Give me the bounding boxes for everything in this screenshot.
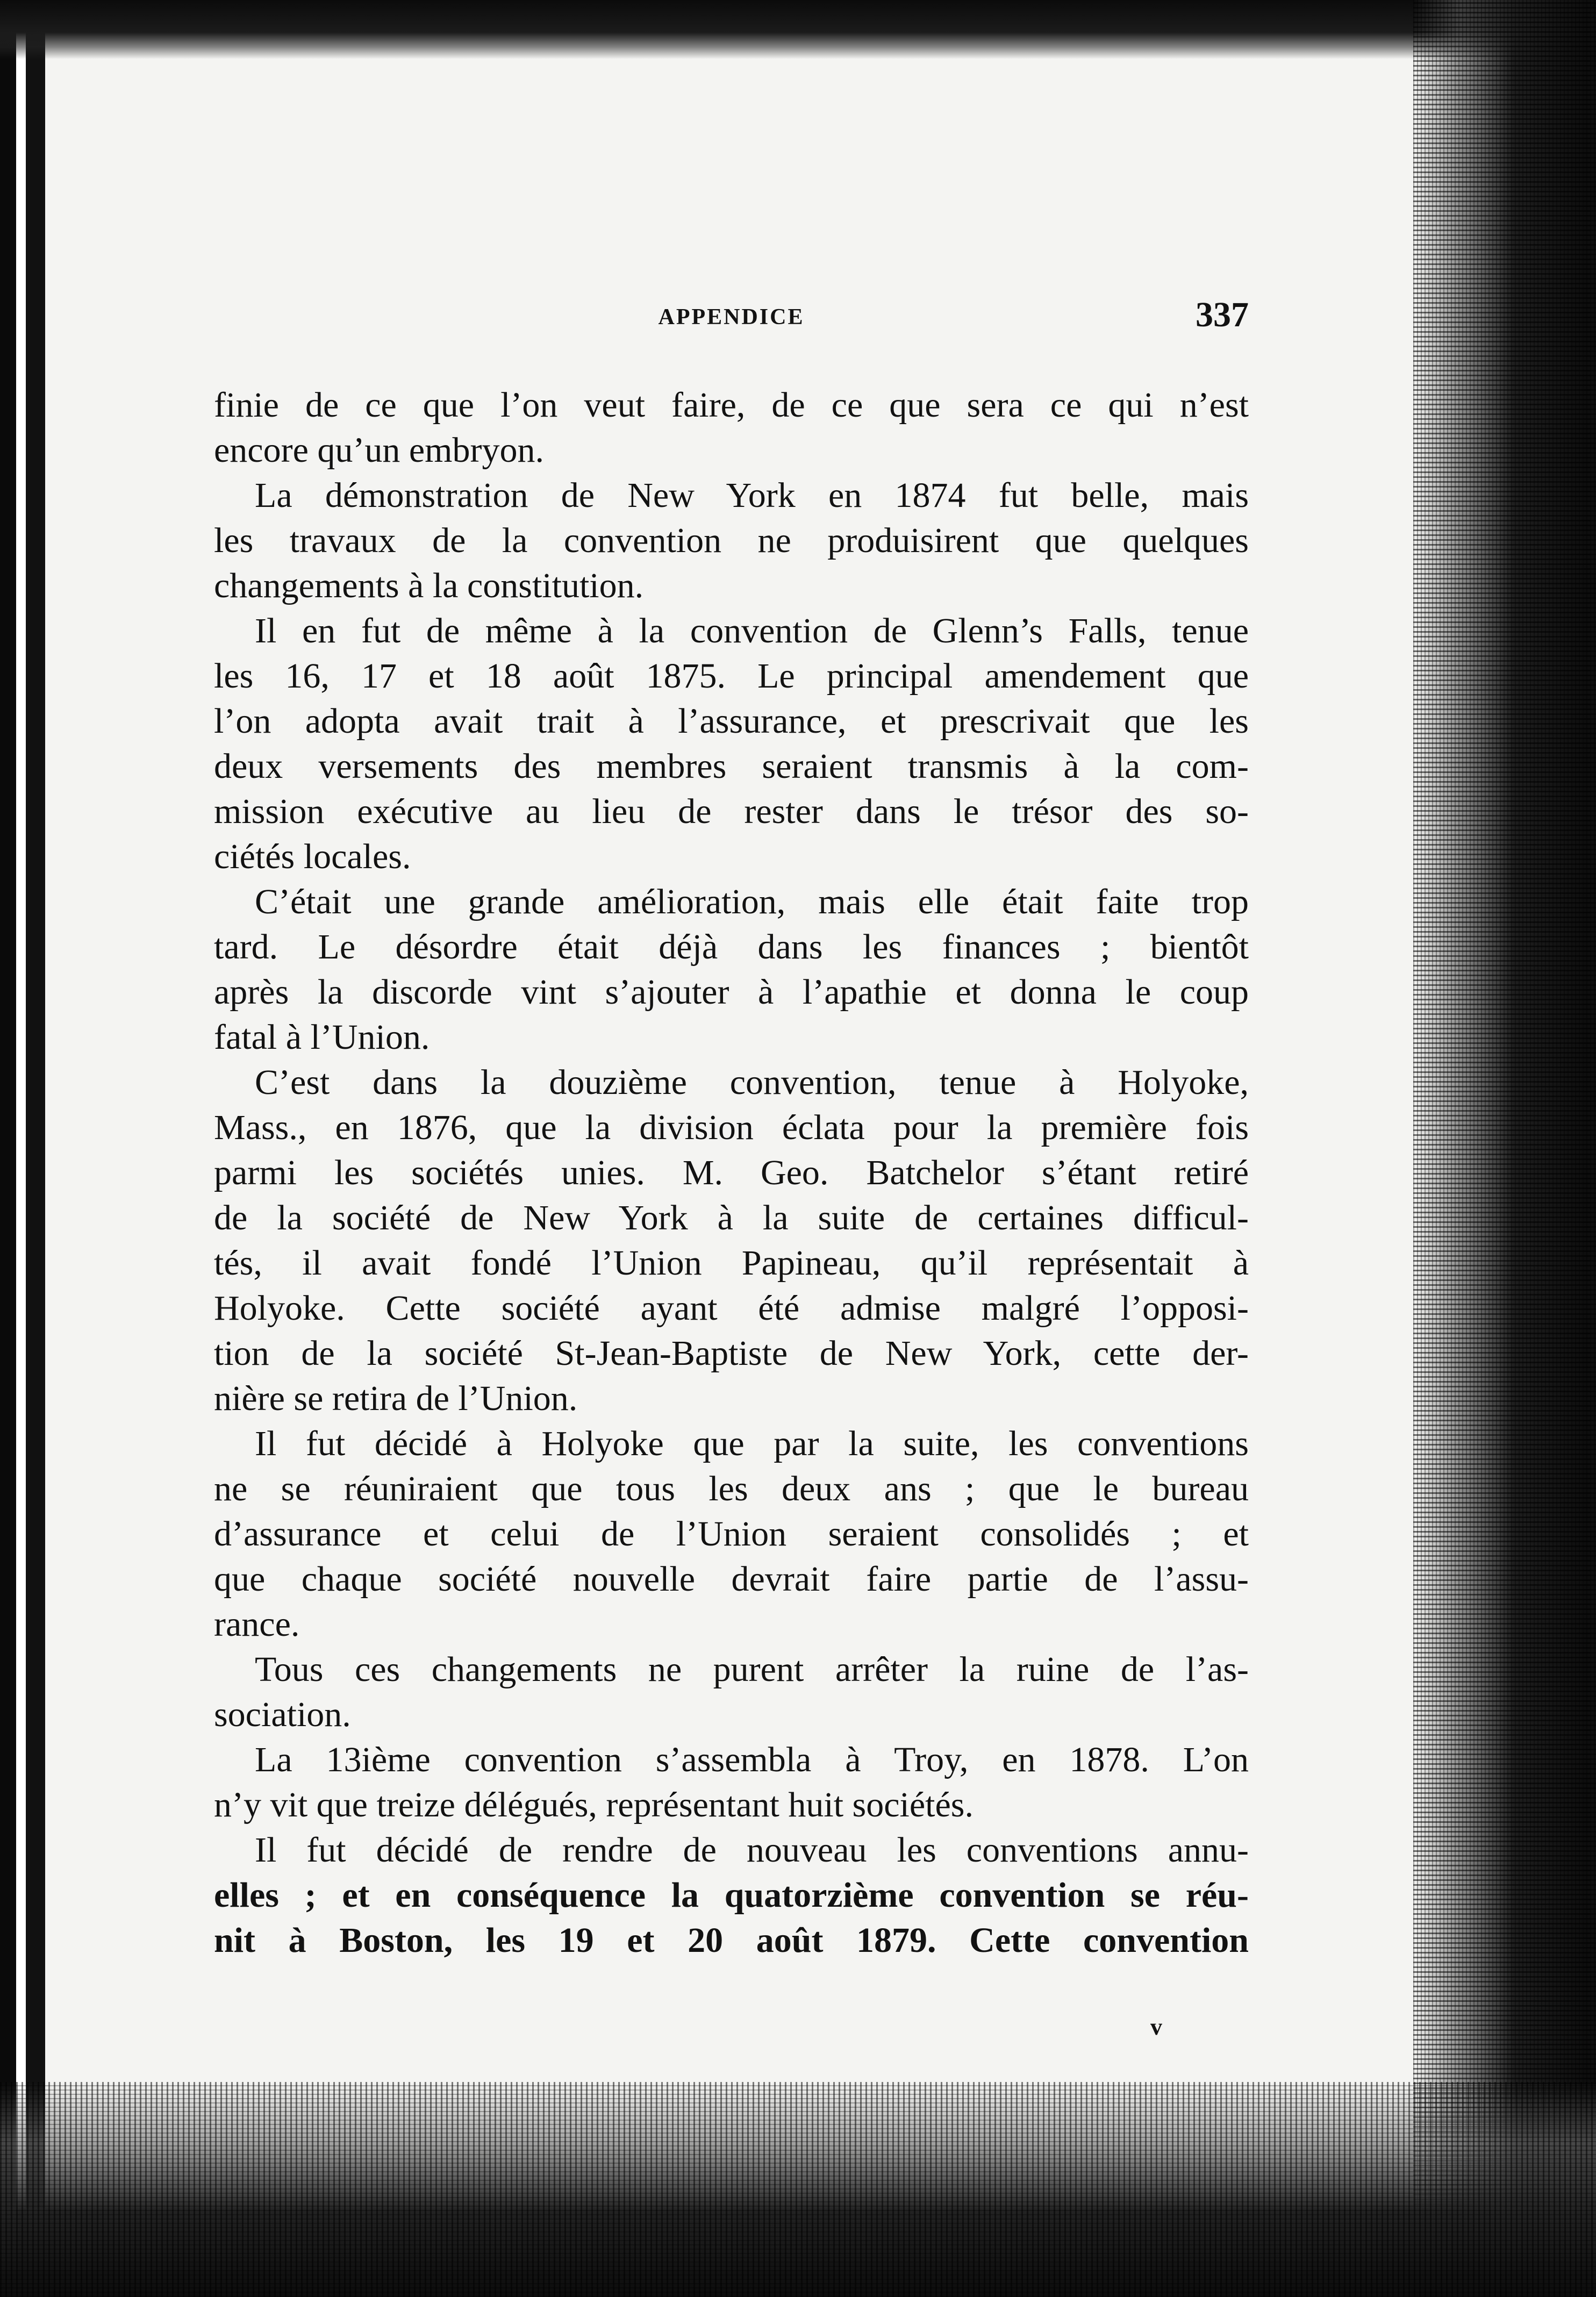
- scan-border-top: [0, 0, 1596, 59]
- text-line: nière se retira de l’Union.: [214, 1379, 578, 1418]
- text-line: changements à la constitution.: [214, 566, 644, 605]
- text-line: l’on adopta avait trait à l’assurance, et prescrivait que les: [214, 702, 1249, 741]
- text-line: les 16, 17 et 18 août 1875. Le principal amendement que: [214, 656, 1249, 696]
- signature-mark: v: [1150, 2014, 1162, 2040]
- scan-border-right: [1413, 0, 1596, 2297]
- text-line: finie de ce que l’on veut faire, de ce que sera ce qui n’est: [214, 385, 1249, 425]
- paragraph: [214, 1060, 1249, 1421]
- text-line: La 13ième convention s’assembla à Troy, en 1878. L’on: [255, 1740, 1249, 1779]
- text-line: La démonstration de New York en 1874 fut belle, mais: [255, 476, 1249, 515]
- text-line: fatal à l’Union.: [214, 1018, 430, 1057]
- text-line: après la discorde vint s’ajouter à l’apathie et donna le coup: [214, 972, 1249, 1012]
- scan-border-left-gap: [16, 0, 26, 2297]
- text-line: tion de la société St-Jean-Baptiste de New York, cette der-: [214, 1334, 1249, 1373]
- text-line: rance.: [214, 1605, 300, 1644]
- paragraph: [214, 1421, 1249, 1647]
- text-line: encore qu’un embryon.: [214, 431, 544, 470]
- text-line: C’était une grande amélioration, mais elle était faite trop: [255, 882, 1249, 921]
- paragraph: [214, 383, 1249, 473]
- page-header: [214, 295, 1249, 338]
- page-number: 337: [1196, 295, 1249, 334]
- text-line: mission exécutive au lieu de rester dans le trésor des so-: [214, 792, 1249, 831]
- scan-border-left: [0, 0, 16, 2297]
- text-line: ciétés locales.: [214, 837, 411, 876]
- paragraph: [214, 879, 1249, 1060]
- text-line: d’assurance et celui de l’Union seraient consolidés ; et: [214, 1514, 1249, 1554]
- text-line: Il fut décidé à Holyoke que par la suite, les conventions: [255, 1424, 1249, 1463]
- scan-border-left-band: [26, 0, 45, 2297]
- text-line: tard. Le désordre était déjà dans les finances ; bientôt: [214, 927, 1249, 967]
- text-line: n’y vit que treize délégués, représentant huit sociétés.: [214, 1785, 974, 1824]
- text-line: elles ; et en conséquence la quatorzième convention se réu-: [214, 1876, 1249, 1915]
- text-line: les travaux de la convention ne produisirent que quelques: [214, 521, 1249, 560]
- text-line: tés, il avait fondé l’Union Papineau, qu’il représentait à: [214, 1243, 1249, 1283]
- text-line: que chaque société nouvelle devrait faire partie de l’assu-: [214, 1559, 1249, 1599]
- text-line: Il fut décidé de rendre de nouveau les conventions annu-: [255, 1830, 1249, 1870]
- text-line: de la société de New York à la suite de certaines difficul-: [214, 1198, 1249, 1237]
- text-line: Tous ces changements ne purent arrêter la ruine de l’as-: [255, 1650, 1249, 1689]
- scan-border-bottom: [0, 2082, 1596, 2297]
- text-line: Holyoke. Cette société ayant été admise malgré l’opposi-: [214, 1289, 1249, 1328]
- paragraph: [214, 1737, 1249, 1828]
- text-line: nit à Boston, les 19 et 20 août 1879. Cette convention: [214, 1921, 1249, 1960]
- paragraph: [214, 609, 1249, 879]
- text-line: C’est dans la douzième convention, tenue à Holyoke,: [255, 1063, 1249, 1102]
- paragraph: [214, 473, 1249, 609]
- running-head: APPENDICE: [658, 305, 805, 330]
- text-line: ne se réuniraient que tous les deux ans ; que le bureau: [214, 1469, 1249, 1508]
- text-line: sociation.: [214, 1695, 351, 1734]
- paragraph: [214, 1828, 1249, 1963]
- paragraph: [214, 1647, 1249, 1737]
- text-line: Mass., en 1876, que la division éclata pour la première fois: [214, 1108, 1249, 1147]
- text-line: Il en fut de même à la convention de Glenn’s Falls, tenue: [255, 611, 1249, 650]
- text-body: [214, 383, 1249, 1963]
- text-line: parmi les sociétés unies. M. Geo. Batchelor s’étant retiré: [214, 1153, 1249, 1192]
- text-line: deux versements des membres seraient transmis à la com-: [214, 747, 1249, 786]
